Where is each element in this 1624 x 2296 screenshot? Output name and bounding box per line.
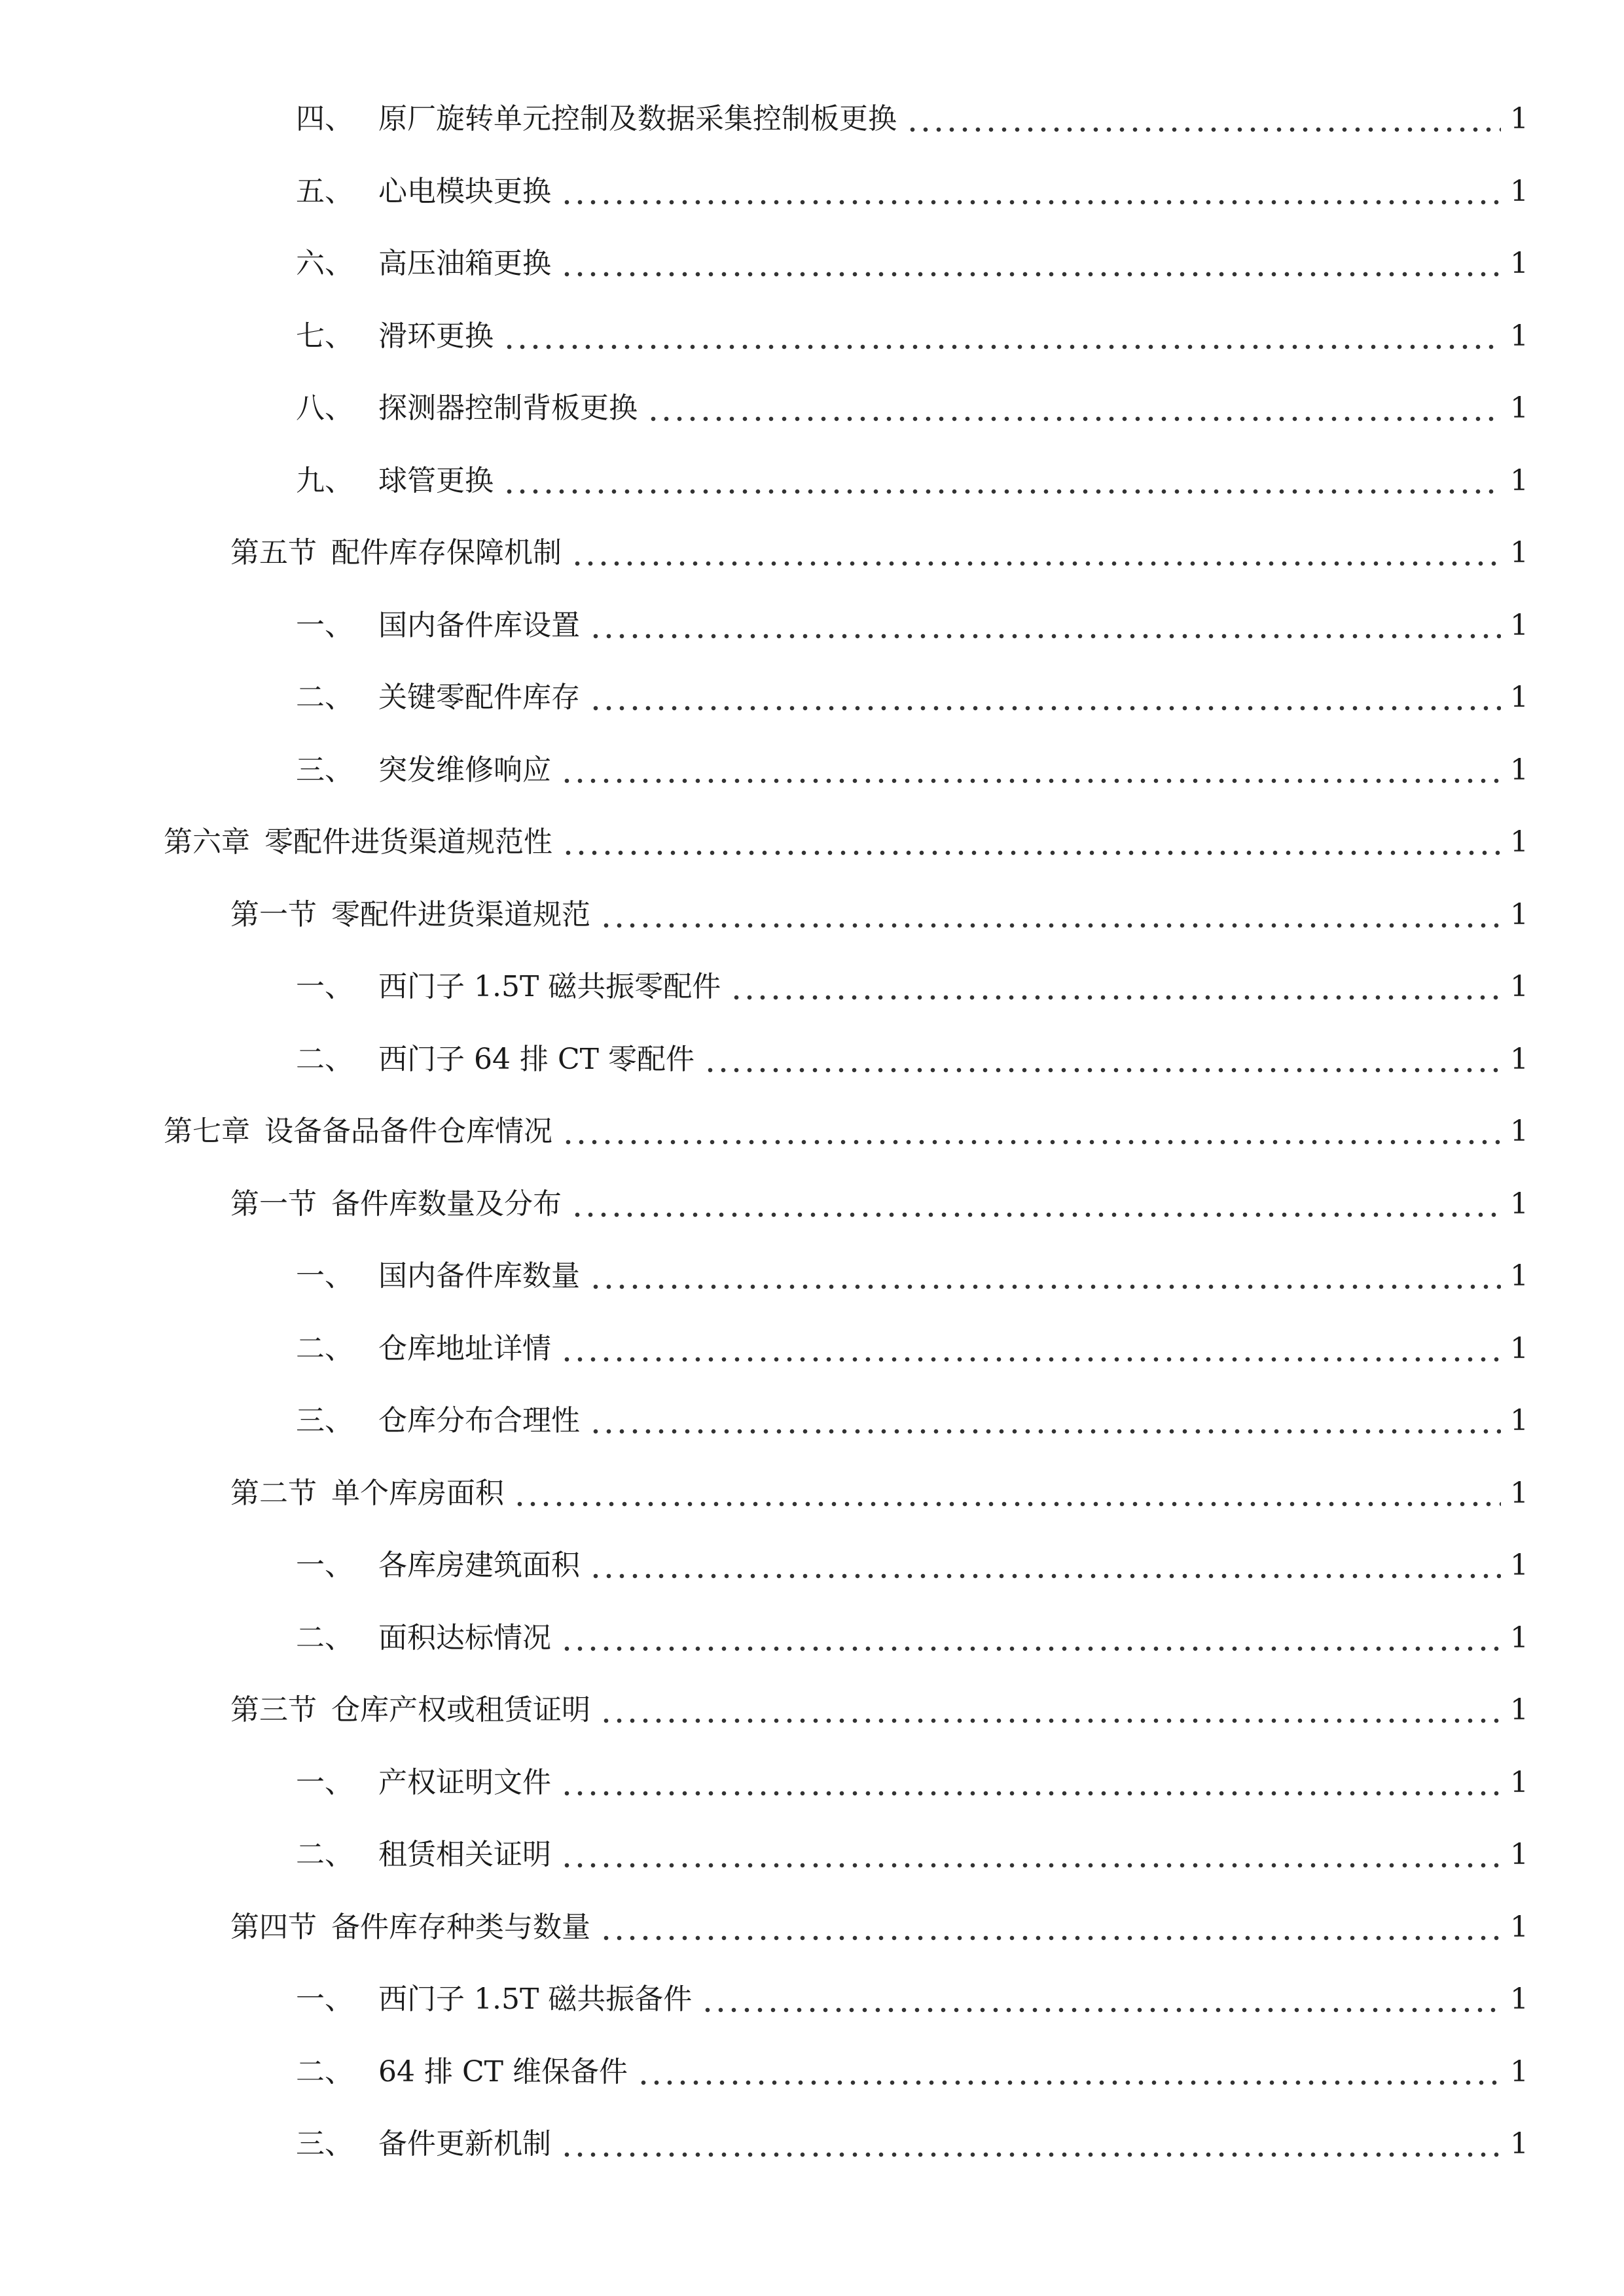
toc-dot-leader (589, 1428, 1501, 1435)
toc-dot-leader (560, 1790, 1501, 1797)
toc-entry-title: 西门子 1.5T 磁共振备件 (378, 1982, 693, 2016)
toc-entry-page-number: 1 (1510, 609, 1528, 642)
toc-entry[interactable] (0, 1313, 1624, 1385)
toc-dot-leader (503, 488, 1501, 495)
toc-entry-page-number: 1 (1510, 1187, 1528, 1221)
toc-entry-page-number: 1 (1510, 1259, 1528, 1293)
toc-entry[interactable] (0, 806, 1624, 878)
toc-entry-title: 单个库房面积 (331, 1477, 504, 1510)
toc-entry-title: 高压油箱更换 (378, 247, 551, 280)
toc-entry-page-number: 1 (1510, 1404, 1528, 1437)
toc-entry-number: 六、 (296, 247, 353, 280)
toc-dot-leader (589, 705, 1501, 711)
toc-entry-number: 第七章 (164, 1115, 250, 1148)
toc-entry-page-number: 1 (1510, 1477, 1528, 1510)
toc-entry-title: 零配件进货渠道规范 (331, 898, 590, 931)
toc-entry[interactable] (0, 1964, 1624, 2036)
toc-entry-title: 零配件进货渠道规范性 (264, 825, 552, 859)
toc-entry-number: 一、 (296, 1982, 353, 2016)
toc-entry-title: 备件库数量及分布 (331, 1187, 562, 1221)
toc-entry-page-number: 1 (1510, 970, 1528, 1003)
toc-entry-number: 第三节 (230, 1693, 317, 1727)
toc-entry-page-number: 1 (1510, 391, 1528, 425)
toc-entry-title: 仓库分布合理性 (378, 1404, 580, 1437)
toc-dot-leader (906, 126, 1501, 133)
toc-entry-number: 一、 (296, 970, 353, 1003)
toc-entry-page-number: 1 (1510, 1332, 1528, 1365)
toc-entry-page-number: 1 (1510, 1115, 1528, 1148)
toc-entry-title: 各库房建筑面积 (378, 1549, 580, 1582)
toc-dot-leader (589, 633, 1501, 639)
toc-dot-leader (560, 271, 1501, 278)
toc-entry-number: 二、 (296, 1838, 353, 1871)
toc-entry-number: 一、 (296, 1766, 353, 1799)
toc-entry-number: 一、 (296, 609, 353, 642)
toc-entry[interactable] (0, 300, 1624, 372)
toc-dot-leader (571, 560, 1501, 567)
toc-entry-page-number: 1 (1510, 1910, 1528, 1944)
toc-entry-title: 仓库地址详情 (378, 1332, 551, 1365)
toc-entry[interactable] (0, 1240, 1624, 1312)
toc-entry-number: 七、 (296, 319, 353, 353)
toc-entry-title: 西门子 1.5T 磁共振零配件 (378, 970, 721, 1003)
toc-entry[interactable] (0, 1168, 1624, 1240)
toc-entry-page-number: 1 (1510, 1621, 1528, 1655)
toc-dot-leader (560, 199, 1501, 206)
toc-entry-number: 第六章 (164, 825, 250, 859)
toc-entry[interactable] (0, 951, 1624, 1023)
toc-entry[interactable] (0, 372, 1624, 444)
toc-entry-page-number: 1 (1510, 464, 1528, 497)
toc-dot-leader (637, 2079, 1501, 2086)
toc-entry-title: 备件更新机制 (378, 2127, 551, 2161)
toc-entry-title: 租赁相关证明 (378, 1838, 551, 1871)
toc-entry-title: 产权证明文件 (378, 1766, 551, 1799)
toc-entry-number: 二、 (296, 1332, 353, 1365)
toc-entry[interactable] (0, 1819, 1624, 1891)
toc-entry-page-number: 1 (1510, 175, 1528, 208)
toc-dot-leader (503, 344, 1501, 350)
toc-dot-leader (560, 2151, 1501, 2158)
toc-entry-number: 第五节 (230, 536, 317, 569)
toc-entry[interactable] (0, 1530, 1624, 1602)
toc-dot-leader (589, 1573, 1501, 1579)
toc-entry[interactable] (0, 734, 1624, 806)
toc-dot-leader (571, 1211, 1501, 1218)
toc-entry[interactable] (0, 879, 1624, 951)
toc-entry[interactable] (0, 228, 1624, 300)
toc-entry-page-number: 1 (1510, 536, 1528, 569)
toc-entry-number: 三、 (296, 1404, 353, 1437)
toc-entry-page-number: 1 (1510, 2127, 1528, 2161)
toc-entry-page-number: 1 (1510, 102, 1528, 135)
toc-dot-leader (513, 1501, 1501, 1507)
toc-entry-page-number: 1 (1510, 1693, 1528, 1727)
toc-entry-title: 球管更换 (378, 464, 494, 497)
toc-dot-leader (704, 1067, 1501, 1073)
toc-entry-number: 五、 (296, 175, 353, 208)
toc-entry[interactable] (0, 1458, 1624, 1530)
toc-dot-leader (701, 2007, 1501, 2013)
toc-entry-page-number: 1 (1510, 1838, 1528, 1871)
toc-entry-title: 滑环更换 (378, 319, 494, 353)
toc-entry[interactable] (0, 517, 1624, 589)
toc-entry-title: 探测器控制背板更换 (378, 391, 638, 425)
toc-entry-number: 二、 (296, 1621, 353, 1655)
toc-dot-leader (589, 1283, 1501, 1290)
toc-entry-page-number: 1 (1510, 247, 1528, 280)
toc-dot-leader (600, 1935, 1501, 1941)
toc-entry[interactable] (0, 1747, 1624, 1819)
toc-entry-number: 一、 (296, 1259, 353, 1293)
toc-entry-number: 三、 (296, 2127, 353, 2161)
toc-dot-leader (600, 1717, 1501, 1724)
toc-entry[interactable] (0, 662, 1624, 734)
toc-entry-page-number: 1 (1510, 825, 1528, 859)
toc-entry-number: 第一节 (230, 898, 317, 931)
toc-dot-leader (647, 416, 1501, 422)
toc-dot-leader (600, 922, 1501, 929)
toc-entry[interactable] (0, 1892, 1624, 1964)
toc-entry-number: 九、 (296, 464, 353, 497)
toc-dot-leader (562, 1139, 1501, 1145)
toc-entry-title: 面积达标情况 (378, 1621, 551, 1655)
toc-dot-leader (562, 850, 1501, 856)
toc-entry[interactable] (0, 1602, 1624, 1674)
toc-entry[interactable] (0, 2036, 1624, 2108)
toc-entry-title: 64 排 CT 维保备件 (378, 2055, 628, 2089)
toc-entry-number: 二、 (296, 1043, 353, 1076)
toc-entry[interactable] (0, 590, 1624, 662)
toc-entry-number: 二、 (296, 2055, 353, 2089)
toc-entry-page-number: 1 (1510, 753, 1528, 787)
toc-entry[interactable] (0, 1024, 1624, 1096)
toc-entry-title: 西门子 64 排 CT 零配件 (378, 1043, 695, 1076)
toc-entry-page-number: 1 (1510, 1982, 1528, 2016)
toc-dot-leader (560, 1645, 1501, 1652)
toc-entry-title: 设备备品备件仓库情况 (264, 1115, 552, 1148)
toc-entry[interactable] (0, 445, 1624, 517)
toc-entry-title: 备件库存种类与数量 (331, 1910, 590, 1944)
toc-dot-leader (560, 778, 1501, 784)
toc-entry-title: 心电模块更换 (378, 175, 551, 208)
toc-entry-number: 第二节 (230, 1477, 317, 1510)
toc-entry-title: 原厂旋转单元控制及数据采集控制板更换 (378, 102, 897, 135)
toc-dot-leader (560, 1356, 1501, 1363)
toc-entry-title: 突发维修响应 (378, 753, 551, 787)
toc-entry-page-number: 1 (1510, 2055, 1528, 2089)
toc-entry-title: 配件库存保障机制 (331, 536, 562, 569)
toc-entry-number: 二、 (296, 681, 353, 714)
toc-dot-leader (730, 994, 1501, 1001)
toc-entry-page-number: 1 (1510, 681, 1528, 714)
toc-entry-title: 国内备件库设置 (378, 609, 580, 642)
toc-entry-page-number: 1 (1510, 1766, 1528, 1799)
toc-entry-page-number: 1 (1510, 1549, 1528, 1582)
toc-entry-number: 第一节 (230, 1187, 317, 1221)
toc-entry-number: 八、 (296, 391, 353, 425)
toc-entry[interactable] (0, 1096, 1624, 1168)
toc-entry-title: 关键零配件库存 (378, 681, 580, 714)
toc-entry-title: 仓库产权或租赁证明 (331, 1693, 590, 1727)
toc-entry-page-number: 1 (1510, 898, 1528, 931)
toc-entry-number: 一、 (296, 1549, 353, 1582)
toc-dot-leader (560, 1862, 1501, 1869)
toc-entry-page-number: 1 (1510, 319, 1528, 353)
toc-entry-title: 国内备件库数量 (378, 1259, 580, 1293)
toc-entry-number: 四、 (296, 102, 353, 135)
toc-entry[interactable] (0, 83, 1624, 155)
toc-entry[interactable] (0, 1674, 1624, 1746)
toc-entry-number: 第四节 (230, 1910, 317, 1944)
toc-entry[interactable] (0, 156, 1624, 228)
toc-entry[interactable] (0, 1385, 1624, 1457)
toc-entry-page-number: 1 (1510, 1043, 1528, 1076)
toc-entry-number: 三、 (296, 753, 353, 787)
toc-entry[interactable] (0, 2108, 1624, 2180)
